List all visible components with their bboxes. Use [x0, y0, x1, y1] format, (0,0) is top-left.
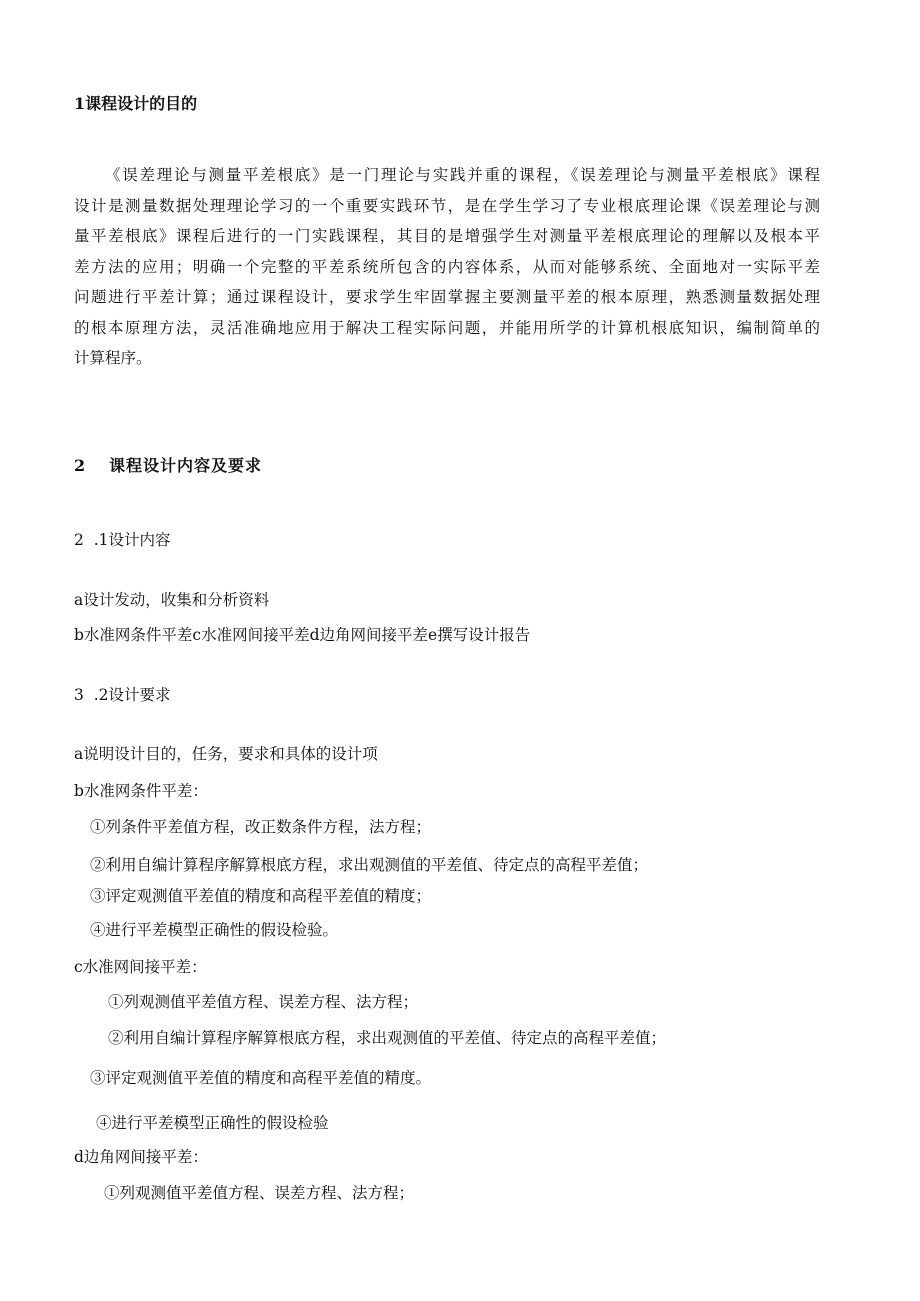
paragraph-line: 设计是测量数据处理理论学习的一个重要实践环节，是在学生学习了专业根底理论课《误差理论与测: [74, 196, 820, 215]
requirement-d-title: d边角网间接平差：: [74, 1148, 208, 1166]
requirement-b-title: b水准网条件平差：: [74, 782, 208, 800]
requirement-b-step: ④进行平差模型正确性的假设检验。: [90, 921, 339, 939]
requirement-b-step: ①列条件平差值方程，改正数条件方程，法方程；: [90, 818, 432, 836]
paragraph-line: 《误差理论与测量平差根底》是一门理论与实践并重的课程，《误差理论与测量平差根底》课程: [105, 166, 820, 184]
section-2-title: 课程设计内容及要求: [109, 456, 263, 475]
requirement-b-step: ②利用自编计算程序解算根底方程，求出观测值的平差值、待定点的高程平差值；: [90, 856, 649, 874]
paragraph-line: 差方法的应用；明确一个完整的平差系统所包含的内容体系，从而对能够系统、全面地对一实际平差: [74, 257, 820, 276]
paragraph-line: 量平差根底》课程后进行的一门实践课程，其目的是增强学生对测量平差根底理论的理解以及根本平: [74, 227, 820, 245]
requirement-c-title: c水准网间接平差：: [74, 958, 207, 976]
requirement-d-step: ①列观测值平差值方程、误差方程、法方程；: [104, 1184, 415, 1202]
requirement-c-step: ①列观测值平差值方程、误差方程、法方程；: [108, 993, 419, 1011]
paragraph-line: 问题进行平差计算；通过课程设计，要求学生牢固掌握主要测量平差的根本原理，熟悉测量数据处理: [74, 288, 820, 306]
subsection-2-1-heading: 2 .1设计内容: [74, 531, 171, 549]
requirement-c-step: ④进行平差模型正确性的假设检验: [96, 1114, 329, 1132]
requirement-a: a说明设计目的，任务，要求和具体的设计项: [74, 745, 378, 763]
section-1-heading: 1课程设计的目的: [74, 94, 198, 113]
requirement-c-step: ③评定观测值平差值的精度和高程平差值的精度。: [90, 1069, 432, 1087]
paragraph-line: 计算程序。: [74, 349, 152, 367]
list-item: a设计发动，收集和分析资料: [74, 591, 270, 609]
paragraph-line: 的根本原理方法，灵活准确地应用于解决工程实际问题，并能用所学的计算机根底知识，编制简单的: [74, 318, 820, 337]
section-1-paragraph: [74, 160, 820, 374]
section-2-number: 2: [74, 456, 86, 475]
requirement-c-step: ②利用自编计算程序解算根底方程，求出观测值的平差值、待定点的高程平差值；: [108, 1029, 667, 1047]
subsection-2-2-heading: 3 .2设计要求: [74, 686, 171, 704]
list-item: b水准网条件平差c水准网间接平差d边角网间接平差e撰写设计报告: [74, 626, 531, 644]
requirement-b-step: ③评定观测值平差值的精度和高程平差值的精度；: [90, 887, 432, 905]
